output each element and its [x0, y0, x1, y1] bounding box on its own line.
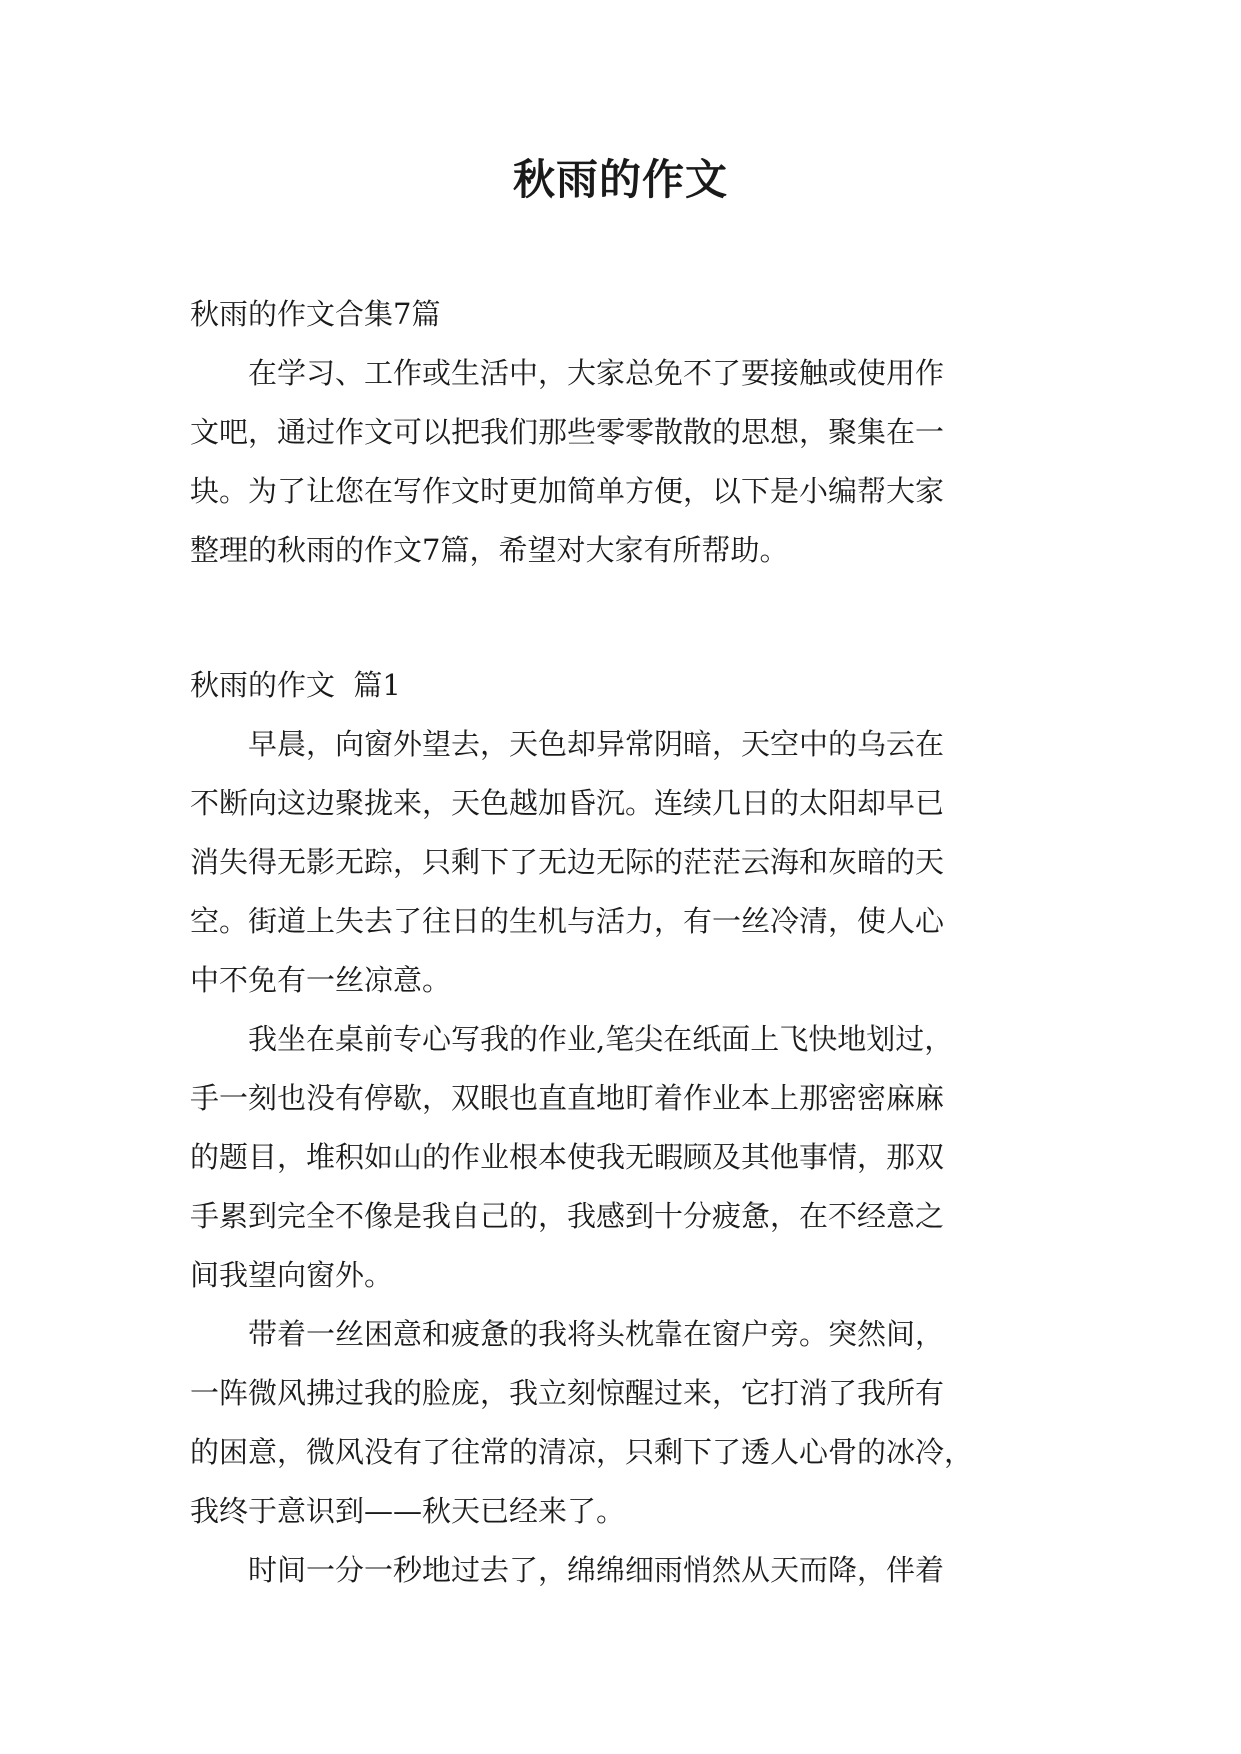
- text-line: 的困意，微风没有了往常的清凉，只剩下了透人心骨的冰冷，: [190, 1435, 974, 1469]
- text-line: 消失得无影无踪，只剩下了无边无际的茫茫云海和灰暗的天: [190, 845, 945, 879]
- text-line: 时间一分一秒地过去了，绵绵细雨悄然从天而降，伴着: [190, 1553, 945, 1587]
- text-line: 文吧，通过作文可以把我们那些零零散散的思想，聚集在一: [190, 415, 945, 449]
- text-line: 不断向这边聚拢来，天色越加昏沉。连续几日的太阳却早已: [190, 786, 945, 820]
- text-line: 手一刻也没有停歇，双眼也直直地盯着作业本上那密密麻麻: [190, 1081, 945, 1115]
- section-spacer: [190, 580, 1058, 656]
- text-line: 我坐在桌前专心写我的作业,笔尖在纸面上飞快地划过，: [190, 1022, 954, 1056]
- text-line: 的题目，堆积如山的作业根本使我无暇顾及其他事情，那双: [190, 1140, 945, 1174]
- intro-paragraph: [190, 344, 1058, 580]
- text-line: 早晨，向窗外望去，天色却异常阴暗，天空中的乌云在: [190, 727, 945, 761]
- text-line: 块。为了让您在写作文时更加简单方便，以下是小编帮大家: [190, 474, 945, 508]
- text-line: 一阵微风拂过我的脸庞，我立刻惊醒过来，它打消了我所有: [190, 1376, 945, 1410]
- text-line: 带着一丝困意和疲惫的我将头枕靠在窗户旁。突然间，: [190, 1317, 945, 1351]
- document-title: 秋雨的作文: [512, 155, 728, 204]
- text-line: 间我望向窗外。: [190, 1258, 394, 1292]
- text-line: 手累到完全不像是我自己的，我感到十分疲惫，在不经意之: [190, 1199, 945, 1233]
- section-heading: 秋雨的作文 篇1: [190, 668, 401, 702]
- essay-body: [190, 715, 1058, 1600]
- text-line: 中不免有一丝凉意。: [190, 963, 452, 997]
- collection-heading: 秋雨的作文合集7篇: [190, 297, 441, 331]
- text-line: 空。街道上失去了往日的生机与活力，有一丝冷清，使人心: [190, 904, 945, 938]
- text-line: 整理的秋雨的作文7篇，希望对大家有所帮助。: [190, 533, 789, 567]
- text-line: 我终于意识到——秋天已经来了。: [190, 1494, 626, 1528]
- document-body: [190, 285, 1058, 1600]
- text-line: 在学习、工作或生活中，大家总免不了要接触或使用作: [190, 356, 945, 390]
